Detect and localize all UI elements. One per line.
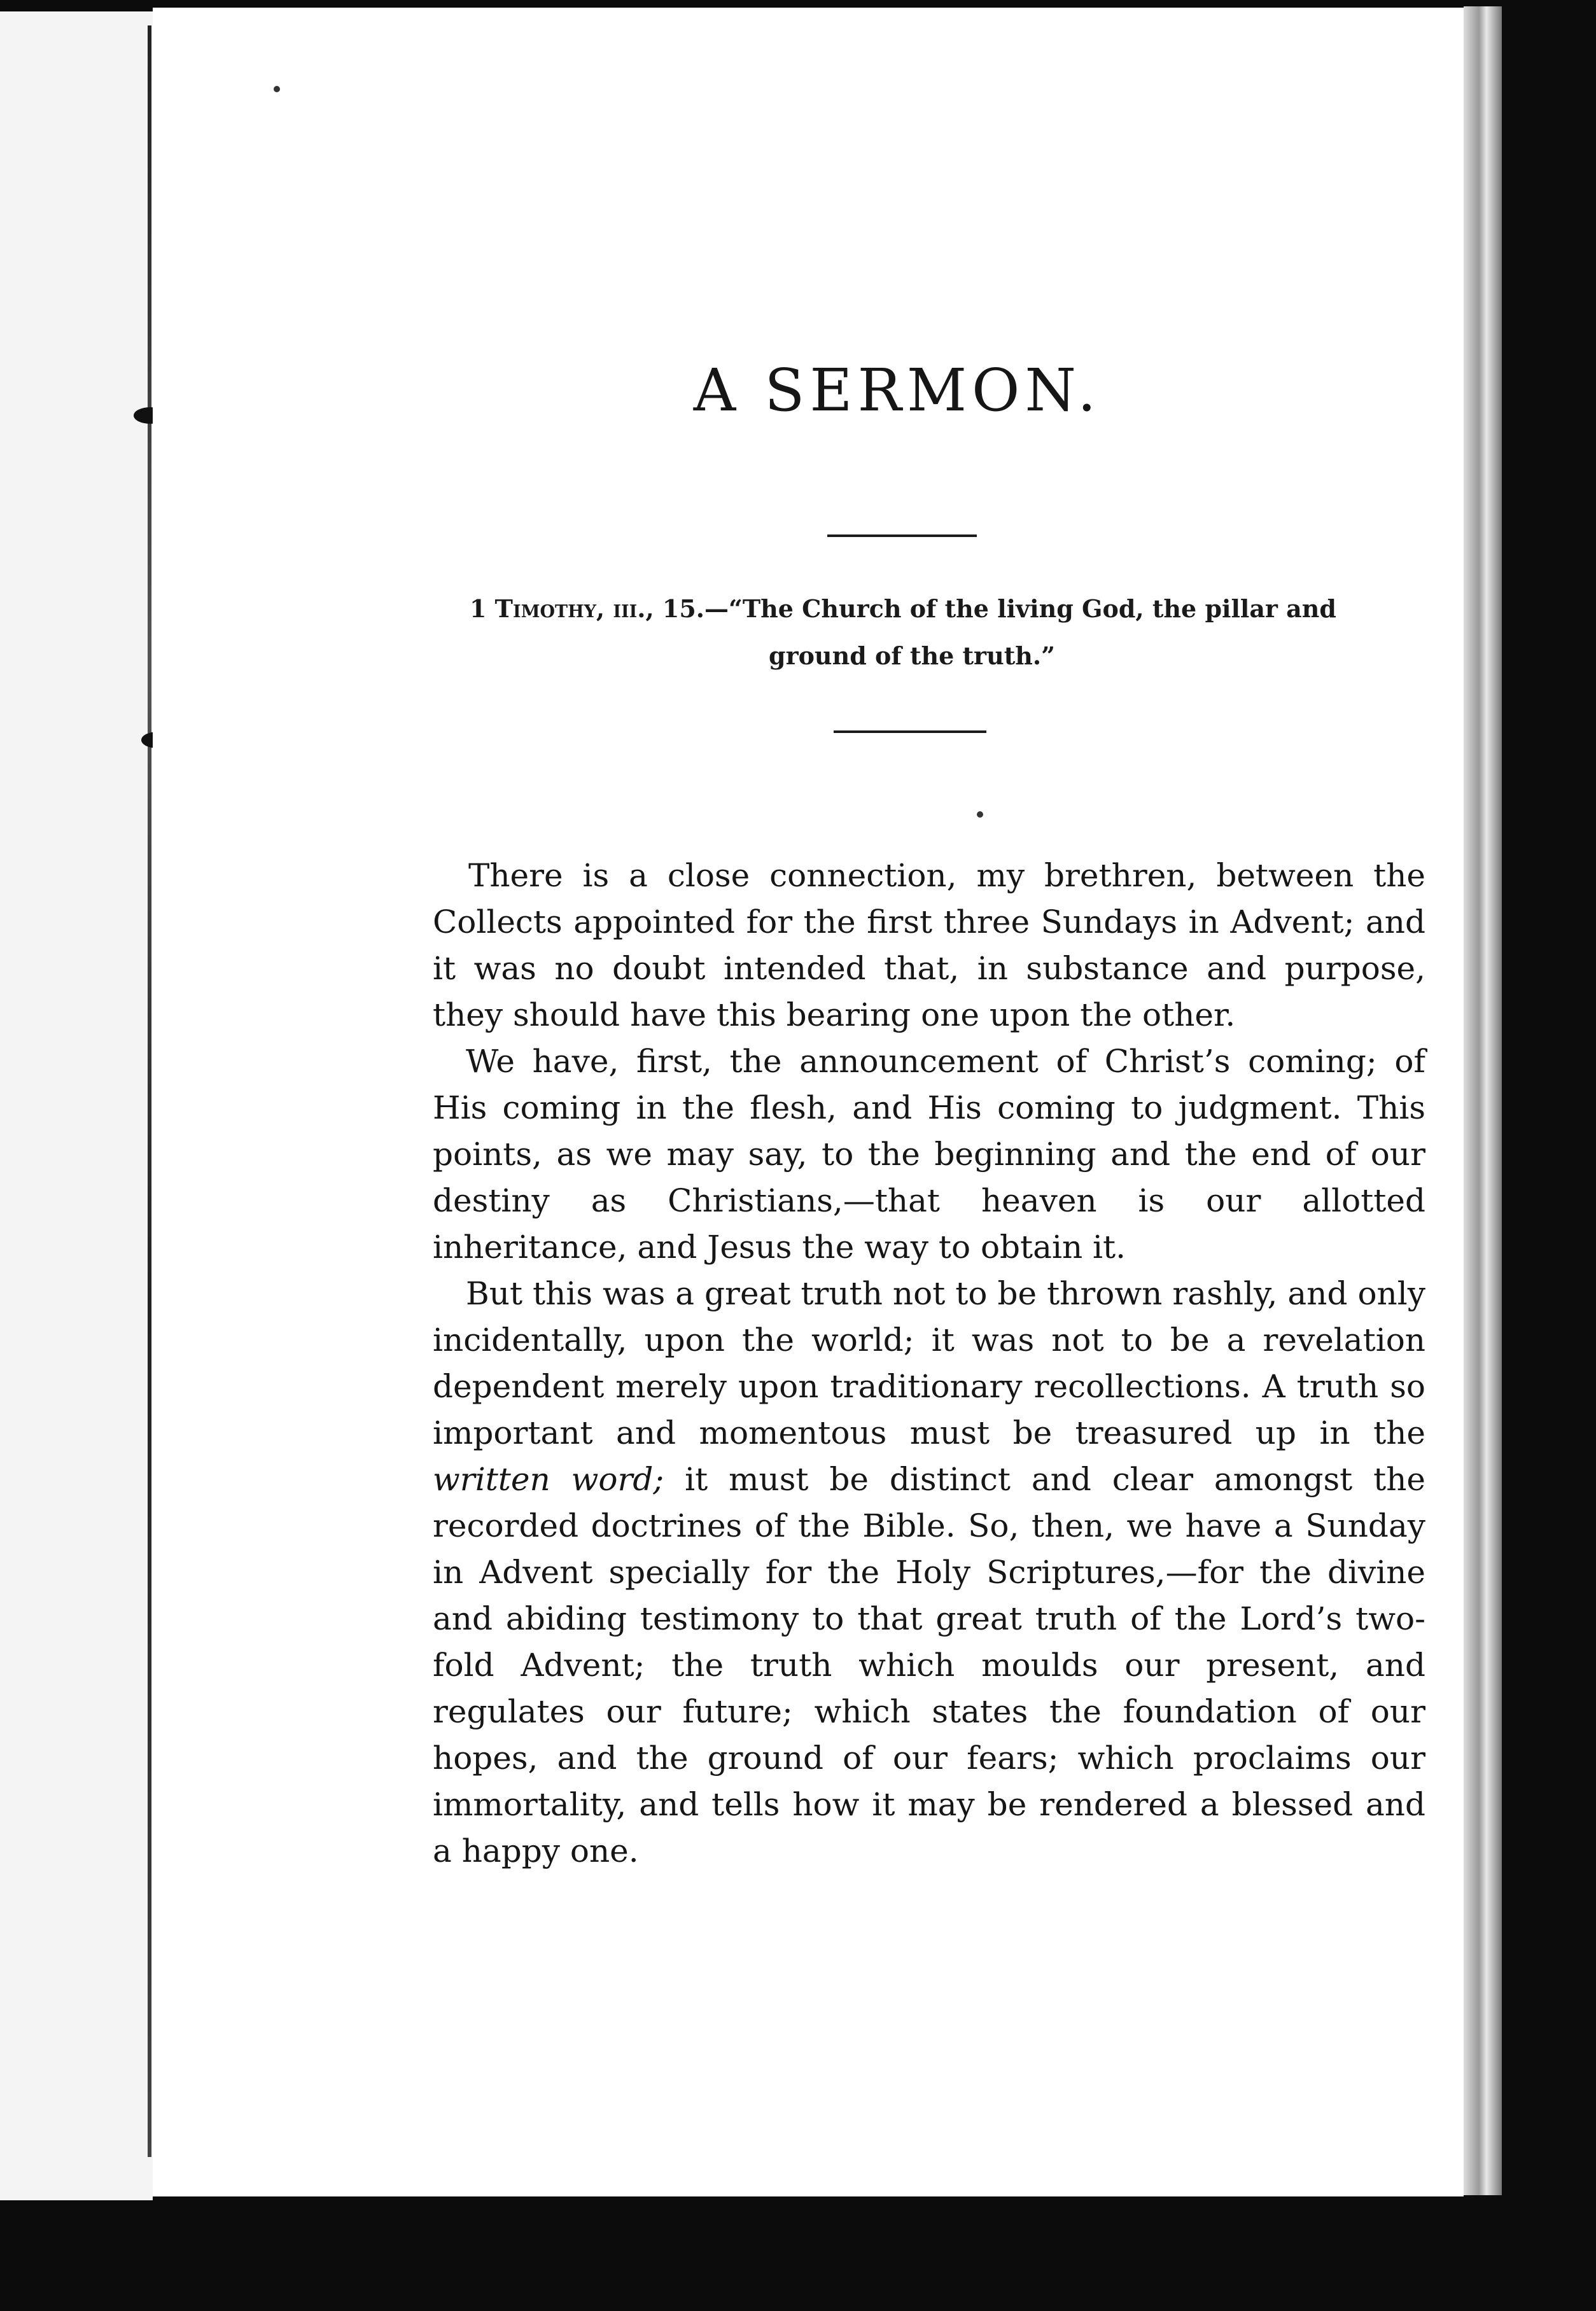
sermon-body [433,853,1425,1875]
rule-above-epigraph [827,534,977,537]
facing-page-edge [0,11,153,2200]
binding-stitch [148,25,151,2157]
epigraph [470,585,1373,680]
paragraph [433,1271,1425,1875]
scan-speck [977,811,983,818]
paragraph: We have, first, the announcement of Christ’s coming; of His coming in the flesh, and His coming to judgment. This points, as we may say, to the beginning and the end of our destiny as Christians,—that heaven is our allotted inheritance, and Jesus the way to obtain it. [433,1043,1425,1266]
epigraph-reference: 1 Timothy, iii., 15. [470,594,705,623]
paragraph-text: it must be distinct and clear amongst the recorded doctrines of the Bible. So, then, we have a Sunday in Advent specially for the Holy Scriptures,—for the divine and abiding testimony to that great truth of the Lord’s two-fold Advent; the truth which moulds our present, and regulates our future; which states the foundation of our hopes, and the ground of our fears; which proclaims our immortality, and tells how it may be rendered a blessed and a happy one. [433,1461,1426,1869]
page-stack-edge [1464,6,1502,2195]
rule-below-epigraph [834,730,986,733]
page-title: A SERMON. [693,356,1102,424]
epigraph-quote-line1: —“The Church of the living God, the pillar and [704,594,1337,623]
epigraph-quote-line2: ground of the truth.” [769,641,1055,670]
italic-phrase: written word; [433,1461,664,1498]
scan-speck [274,86,280,92]
paragraph: There is a close connection, my brethren, between the Collects appointed for the first three Sundays in Advent; and it was no doubt intended that, in substance and purpose, they should have this bearing one upon the other. [433,857,1425,1033]
paragraph-text: But this was a great truth not to be thrown rashly, and only incidentally, upon the world; it was not to be a revelation dependent merely upon traditionary recollections. A truth so important and momentous must be treasured up in the [433,1275,1425,1451]
